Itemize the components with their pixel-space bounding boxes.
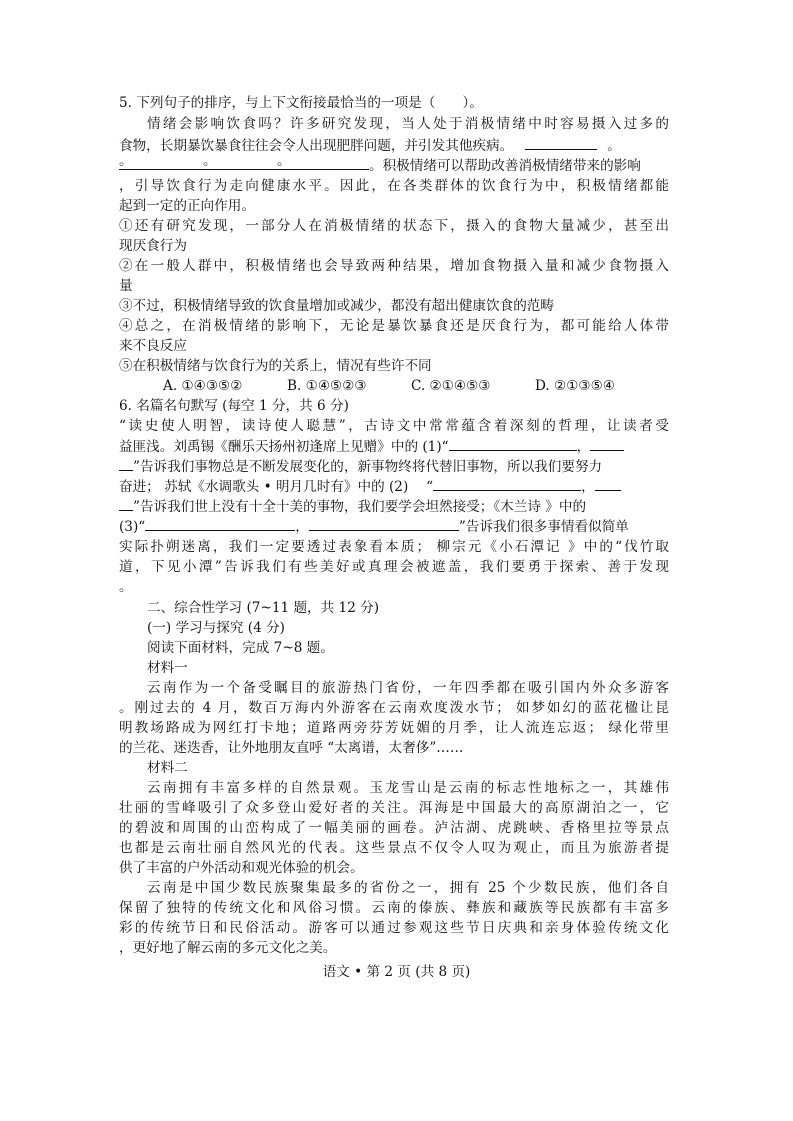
q5-para-line: 食物，长期暴饮暴食往往会令人出现肥胖问题，并引发其他疾病。 。	[119, 135, 669, 155]
q5-sentence-1-cont: 现厌食行为	[119, 238, 187, 254]
subsection-heading: (一) 学习与探究 (4 分)	[147, 620, 285, 636]
q5-option-d[interactable]: D. ②①③⑤④	[535, 378, 615, 394]
q6-line: 实际扑朔迷离，我们一定要透过表象看本质； 柳宗元《小石潭记 》中的“伐竹取	[119, 539, 669, 555]
q6-line: (3)“ ， ”告诉我们很多事情看似简单	[119, 516, 669, 536]
q6-line: 奋进； 苏轼《水调歌头 • 明月几时有》中的 (2) “ ，	[119, 476, 669, 496]
q6-blank-2b[interactable]	[595, 476, 621, 491]
q6-line: ”告诉我们世上没有十全十美的事物，我们要学会坦然接受；《木兰诗 》中的	[119, 496, 669, 516]
material-2-line: 保留了独特的传统文化和风俗习惯。云南的傣族、彝族和藏族等民族都有丰富多	[119, 900, 669, 916]
q6-blank-1a[interactable]	[449, 436, 577, 451]
q5-sentence-4: ④总之，在消极情绪的影响下，无论是暴饮暴食还是厌食行为，都可能给人体带	[119, 318, 669, 334]
material-1-title: 材料一	[147, 660, 188, 676]
material-2-line: 也都是云南壮丽自然风光的代表。这些景点不仅令人叹为观止，而且为旅游者提	[119, 840, 669, 856]
material-2-line: 供了丰富的户外活动和观光体验的机会。	[119, 860, 364, 876]
material-2-line: 的碧波和周围的山峦构成了一幅美丽的画卷。泸沽湖、虎跳峡、香格里拉等景点	[119, 820, 669, 836]
q6-blank-2c[interactable]	[119, 496, 133, 511]
q5-sentence-3: ③不过，积极情绪导致的饮食量增加或减少，都没有超出健康饮食的范畴	[119, 298, 554, 314]
material-1-line: 明教场路成为网红打卡地；道路两旁芬芳妩媚的月季，让人流连忘返； 绿化带里	[119, 720, 669, 736]
q6-line: 。	[119, 579, 133, 595]
q6-blank-3a[interactable]	[145, 516, 295, 531]
material-1-line: 。刚过去的 4 月，数百万海内外游客在云南欢度泼水节； 如梦如幻的蓝花楹让昆	[119, 700, 669, 716]
q5-sentence-1: ①还有研究发现，一部分人在消极情绪的状态下，摄入的食物大量减少，甚至出	[119, 218, 669, 234]
q5-option-a[interactable]: A. ①④③⑤②	[163, 378, 243, 394]
material-2-line: ，更好地了解云南的多元文化之美。	[119, 940, 337, 956]
q5-option-b[interactable]: B. ①④⑤②③	[287, 378, 367, 394]
q5-blank-line[interactable]: 。 。 。	[119, 155, 369, 170]
q5-blank-mark: 。	[607, 138, 621, 154]
q5-para-line: 。 。 。 。积极情绪可以帮助改善消极情绪带来的影响	[119, 153, 641, 174]
q5-sentence-5: ⑤在积极情绪与饮食行为的关系上，情况有些许不同	[119, 358, 432, 374]
material-1-line: 的兰花、迷迭香，让外地朋友直呼 “太离谱，太奢侈”……	[119, 740, 464, 756]
q6-blank-3b[interactable]	[309, 516, 459, 531]
material-1-line: 云南作为一个备受瞩目的旅游热门省份，一年四季都在吸引国内外众多游客	[147, 680, 669, 696]
q5-blank[interactable]	[525, 135, 597, 150]
q6-blank-1c[interactable]	[119, 456, 133, 471]
q6-blank-2a[interactable]	[433, 476, 581, 491]
q5-para-line: 起到一定的正向作用。	[119, 198, 255, 214]
q5-para-line: 情绪会影响饮食吗？许多研究发现，当人处于消极情绪中时容易摄入过多的	[147, 116, 669, 132]
page-footer: 语文 • 第 2 页 (共 8 页)	[322, 964, 471, 980]
q5-option-c[interactable]: C. ②①④⑤③	[411, 378, 491, 394]
material-2-line: 云南是中国少数民族聚集最多的省份之一，拥有 25 个少数民族，他们各自	[147, 880, 669, 896]
q6-stem: 6. 名篇名句默写 (每空 1 分，共 6 分)	[119, 398, 349, 414]
material-2-line: 彩的传统节日和民俗活动。游客可以通过参观这些节日庆典和亲身体验传统文化	[119, 920, 669, 936]
q5-stem: 5. 下列句子的排序，与上下文衔接最恰当的一项是（ ）。	[119, 95, 483, 111]
q5-sentence-4-cont: 来不良反应	[119, 338, 187, 354]
q5-sentence-2: ②在一般人群中，积极情绪也会导致两种结果，增加食物摄入量和减少食物摄入	[119, 258, 669, 274]
q6-blank-1b[interactable]	[590, 436, 624, 451]
q5-para-line: ，引导饮食行为走向健康水平。因此，在各类群体的饮食行为中，积极情绪都能	[119, 178, 669, 194]
q6-line: ”告诉我们事物总是不断发展变化的，新事物终将代替旧事物，所以我们要努力	[119, 456, 669, 476]
material-2-line: 壮丽的雪峰吸引了众多登山爱好者的关注。洱海是中国最大的高原湖泊之一，它	[119, 800, 669, 816]
q6-line: “读史使人明智，读诗使人聪慧”，古诗文中常常蕴含着深刻的哲理，让读者受	[119, 418, 669, 434]
instruction: 阅读下面材料，完成 7~8 题。	[147, 640, 334, 656]
q5-options	[163, 376, 653, 396]
section-heading: 二、综合性学习 (7~11 题，共 12 分)	[147, 600, 380, 616]
material-2-line: 云南拥有丰富多样的自然景观。玉龙雪山是云南的标志性地标之一，其雄伟	[147, 780, 669, 796]
q6-line: 益匪浅。刘禹锡《酬乐天扬州初逢席上见赠》中的 (1)“ ，	[119, 436, 669, 456]
q6-line: 道，下见小潭”告诉我们有些美好或真理会被遮盖，我们要勇于探索、善于发现	[119, 559, 669, 575]
q5-sentence-2-cont: 量	[119, 278, 133, 294]
material-2-title: 材料二	[147, 760, 188, 776]
